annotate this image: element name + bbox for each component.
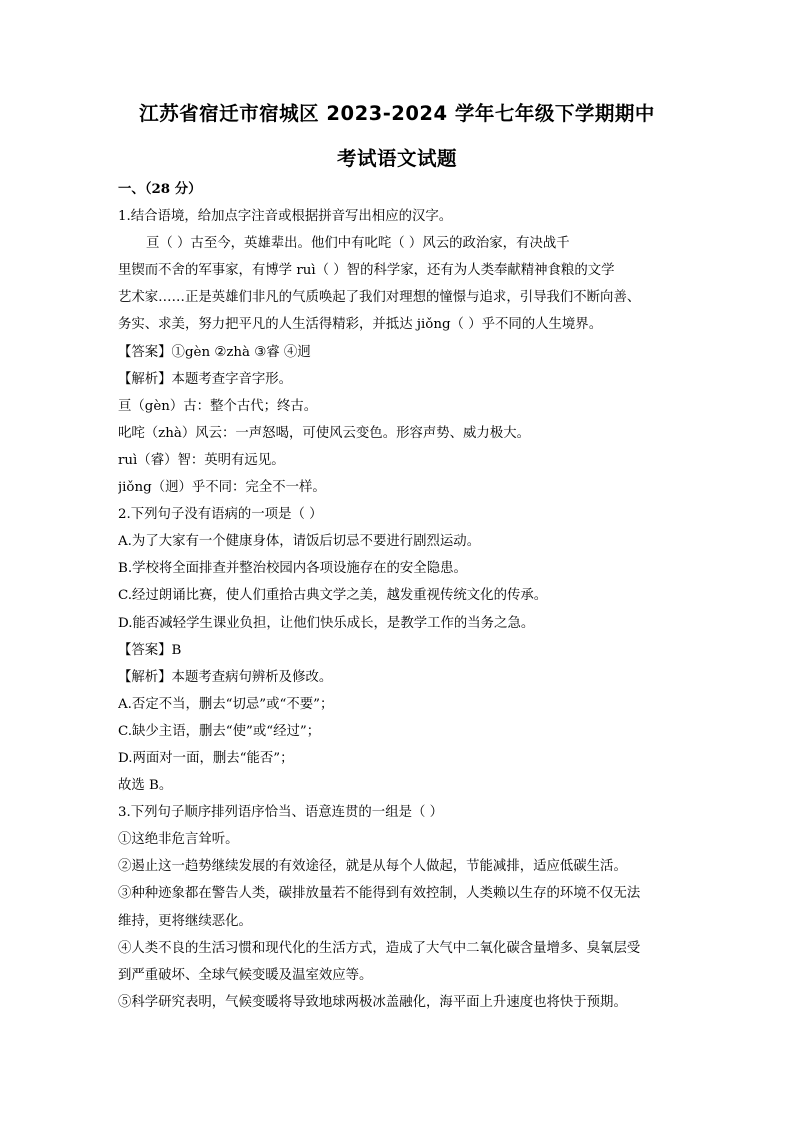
q2-option-b: B.学校将全面排查并整治校园内各项设施存在的安全隐患。 <box>118 561 467 577</box>
q3-sentence-line: ⑤科学研究表明，气候变暖将导致地球两极冰盖融化，海平面上升速度也将快于预期。 <box>118 994 627 1010</box>
q3-stem: 3.下列句子顺序排列语序恰当、语意连贯的一组是（ ） <box>118 805 444 821</box>
q2-analysis-line: D.两面对一面，删去“能否”； <box>118 750 294 766</box>
q1-passage-line: 亘（ ）古至今，英雄辈出。他们中有叱咤（ ）风云的政治家，有决战千 <box>146 236 570 252</box>
q1-analysis-line: 【解析】本题考查字音字形。 <box>118 371 293 387</box>
q3-sentence-line: ③种种迹象都在警告人类，碳排放量若不能得到有效控制，人类赖以生存的环境不仅无法 <box>118 886 641 902</box>
title-line-1: 江苏省宿迁市宿城区 2023-2024 学年七年级下学期期中 <box>139 102 655 125</box>
q2-analysis-line: A.否定不当，删去“切忌”或“不要”； <box>118 696 334 712</box>
q2-answer: 【答案】B <box>118 642 182 658</box>
q1-passage-line: 里锲而不舍的军事家，有博学 ruì（ ）智的科学家，还有为人类奉献精神食粮的文学 <box>118 263 615 279</box>
q1-analysis-line: ruì（睿）智：英明有远见。 <box>118 452 285 468</box>
q1-analysis-line: 亘（gèn）古：整个古代；终古。 <box>118 398 318 414</box>
q2-analysis-line: C.缺少主语，删去“使”或“经过”； <box>118 723 321 739</box>
q2-stem: 2.下列句子没有语病的一项是（ ） <box>118 507 323 523</box>
section-heading: 一、（28 分） <box>118 181 202 197</box>
q1-answer: 【答案】①gèn ②zhà ③睿 ④迥 <box>118 344 311 360</box>
q2-option-c: C.经过朗诵比赛，使人们重拾古典文学之美，越发重视传统文化的传承。 <box>118 588 548 604</box>
q1-analysis-line: jiǒng（迥）乎不同：完全不一样。 <box>118 480 326 496</box>
q1-passage-line: 艺术家……正是英雄们非凡的气质唤起了我们对理想的憧憬与追求，引导我们不断向善、 <box>118 290 641 306</box>
q3-sentence-line: 维持，更将继续恶化。 <box>118 913 252 929</box>
title-line-2: 考试语文试题 <box>336 147 457 170</box>
q1-stem: 1.结合语境，给加点字注音或根据拼音写出相应的汉字。 <box>118 209 453 225</box>
q3-sentence-line: 到严重破坏、全球气候变暖及温室效应等。 <box>118 967 373 983</box>
q2-option-d: D.能否减轻学生课业负担，让他们快乐成长，是教学工作的当务之急。 <box>118 615 535 631</box>
q2-option-a: A.为了大家有一个健康身体，请饭后切忌不要进行剧烈运动。 <box>118 534 481 550</box>
q3-sentence-line: ②遏止这一趋势继续发展的有效途径，就是从每个人做起，节能减排，适应低碳生活。 <box>118 859 627 875</box>
q1-passage-line: 务实、求美，努力把平凡的人生活得精彩，并抵达 jiǒng（ ）乎不同的人生境界。 <box>118 317 603 333</box>
q3-sentence-line: ①这绝非危言耸听。 <box>118 832 239 848</box>
exam-body <box>118 176 678 1016</box>
q3-sentence-line: ④人类不良的生活习惯和现代化的生活方式，造成了大气中二氧化碳含量增多、臭氧层受 <box>118 940 641 956</box>
q2-analysis-line: 故选 B。 <box>118 778 173 794</box>
q1-analysis-line: 叱咤（zhà）风云：一声怒喝，可使风云变色。形容声势、威力极大。 <box>118 425 530 441</box>
q2-analysis-line: 【解析】本题考查病句辨析及修改。 <box>118 669 333 685</box>
